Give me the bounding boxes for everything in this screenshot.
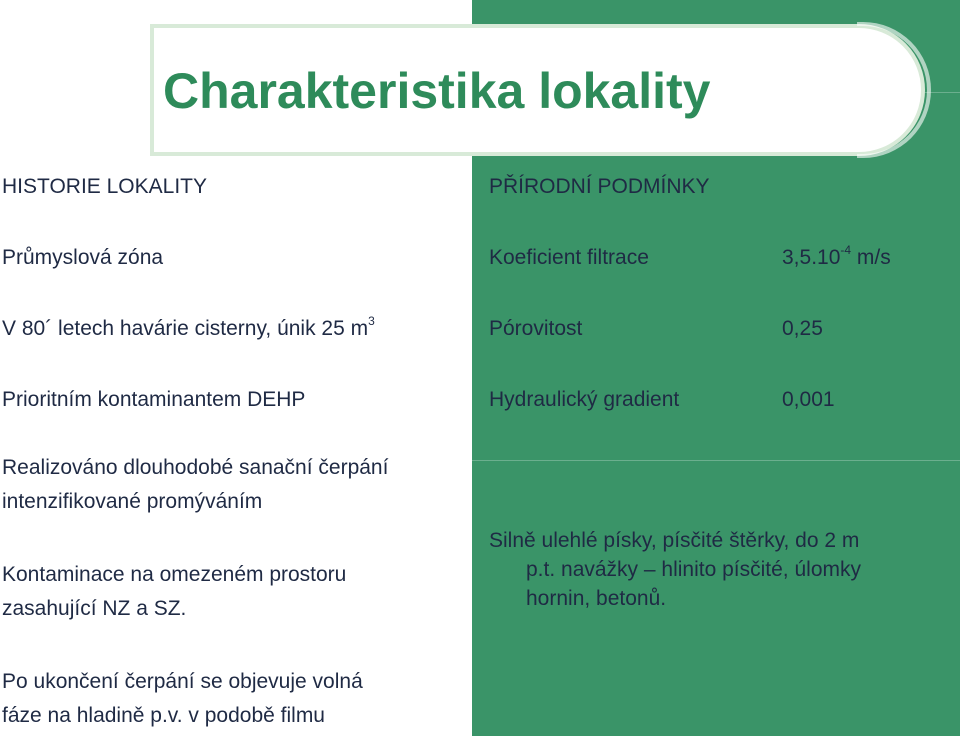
history-item-pumping-line2: intenzifikované promýváním — [2, 490, 263, 513]
hydraulic-gradient-value: 0,001 — [782, 388, 835, 411]
history-item-pumping-line1: Realizováno dlouhodobé sanační čerpání — [2, 456, 389, 479]
soil-description-line1: Silně ulehlé písky, písčité štěrky, do 2 m — [489, 529, 860, 552]
page-title: Charakteristika lokality — [163, 63, 711, 119]
history-item-contamination-line1: Kontaminace na omezeném prostoru — [2, 563, 347, 586]
filtration-value-unit: m/s — [851, 246, 891, 269]
history-item-free-phase-line1: Po ukončení čerpání se objevuje volná — [2, 670, 363, 693]
filtration-value-exponent: -4 — [840, 243, 852, 257]
history-item-industrial-zone: Průmyslová zóna — [2, 246, 164, 269]
porosity-label: Pórovitost — [489, 317, 583, 340]
filtration-coefficient-value — [782, 243, 891, 273]
conditions-heading: PŘÍRODNÍ PODMÍNKY — [489, 175, 710, 198]
history-item-free-phase-line2: fáze na hladině p.v. v podobě filmu — [2, 704, 325, 727]
hydraulic-gradient-label: Hydraulický gradient — [489, 388, 680, 411]
accident-text: V 80´ letech havárie cisterny, únik 25 m — [2, 317, 369, 340]
soil-description-line2: p.t. navážky – hlinito písčité, úlomky — [526, 558, 861, 581]
divider — [472, 460, 960, 461]
history-item-contamination-line2: zasahující NZ a SZ. — [2, 597, 187, 620]
porosity-value: 0,25 — [782, 317, 823, 340]
filtration-value-main: 3,5.10 — [782, 246, 841, 269]
filtration-coefficient-label: Koeficient filtrace — [489, 246, 649, 269]
history-item-contaminant: Prioritním kontaminantem DEHP — [2, 388, 306, 411]
history-heading: HISTORIE LOKALITY — [2, 175, 208, 198]
accident-unit-superscript: 3 — [368, 314, 375, 328]
soil-description-line3: hornin, betonů. — [526, 587, 667, 610]
history-item-accident — [2, 314, 375, 344]
